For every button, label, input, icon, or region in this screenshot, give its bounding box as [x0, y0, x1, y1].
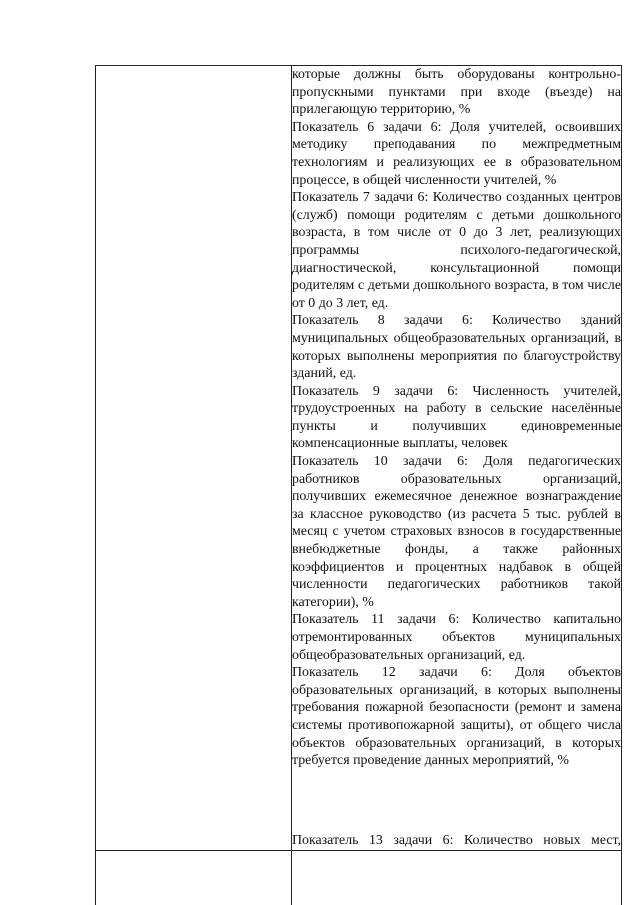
indicator-paragraph: Показатель 11 задачи 6: Количество капитально отремонтированных объектов муниципальных общеобразовательных организаций, ед.	[292, 612, 621, 663]
indicator-paragraph: которые должны быть оборудованы контрольно-пропускными пунктами при входе (въезде) на прилегающую территорию, %	[292, 67, 621, 118]
indicator-paragraph: Показатель 6 задачи 6: Доля учителей, освоивших методику преподавания по межпредметным технологиям и реализующих ее в образовательном процессе, в общей численности учителей, %	[292, 119, 621, 188]
row-divider	[95, 850, 622, 851]
indicator-text-cell	[292, 66, 621, 770]
indicator-paragraph: Показатель 12 задачи 6: Доля объектов образовательных организаций, в которых выполнены требования пожарной безопасности (ремонт и замена системы противопожарной защиты), от общего числа объектов образовательных организаций, в которых требуется проведение данных мероприятий, %	[292, 665, 621, 769]
right-border	[621, 65, 622, 905]
left-border	[95, 65, 96, 905]
indicator-paragraph: Показатель 8 задачи 6: Количество зданий муниципальных общеобразовательных организаций, в которых выполнены мероприятия по благоустройству зданий, ед.	[292, 313, 621, 382]
indicator-paragraph: Показатель 7 задачи 6: Количество созданных центров (служб) помощи родителям с детьми дошкольного возраста, в том числе от 0 до 3 лет, реализующих программы психолого-педагогической, диагностической, консультационной помощи родителям с детьми дошкольного возраста, в том числе от 0 до 3 лет, ед.	[292, 190, 621, 311]
indicator-paragraph: Показатель 10 задачи 6: Доля педагогических работников образовательных организаций, получивших ежемесячное денежное вознаграждение за классное руководство (из расчета 5 тыс. рублей в месяц с учетом страховых взносов в государственные внебюджетные фонды, а также районных коэффициентов и процентных надбавок в общей численности педагогических работников такой категории), %	[292, 454, 621, 610]
indicator-paragraph-next: Показатель 13 задачи 6: Количество новых мест,	[292, 833, 621, 848]
indicator-paragraph: Показатель 9 задачи 6: Численность учителей, трудоустроенных на работу в сельские населённые пункты и получивших единовременные компенсационные выплаты, человек	[292, 383, 621, 452]
next-row-cell	[292, 832, 621, 850]
